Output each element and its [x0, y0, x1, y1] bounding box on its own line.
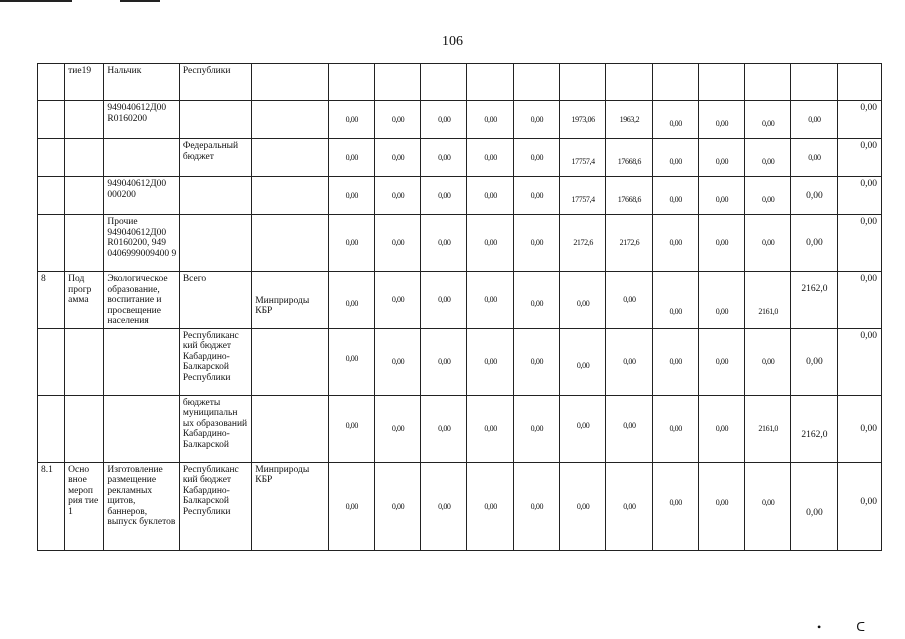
row-source-cell [179, 215, 251, 272]
row-type-cell [65, 139, 104, 177]
value-cell: 0,00 [513, 177, 559, 215]
value-cell: 17668,6 [606, 139, 652, 177]
table-row [38, 395, 882, 462]
value-cell: 2162,0 [791, 272, 837, 329]
value-cell: 0,00 [467, 272, 513, 329]
row-source-cell: Республики [179, 64, 251, 101]
value-cell: 0,00 [606, 395, 652, 462]
value-cell: 0,00 [467, 395, 513, 462]
value-cell-last: 0,00 [837, 395, 881, 462]
row-name-cell [104, 328, 179, 395]
row-number-cell [38, 177, 65, 215]
value-cell [745, 64, 791, 101]
value-cell: 17668,6 [606, 177, 652, 215]
table-row [38, 64, 882, 101]
value-cell: 0,00 [791, 215, 837, 272]
value-cell: 0,00 [791, 101, 837, 139]
page-number: 106 [442, 34, 463, 49]
value-cell [698, 64, 744, 101]
value-cell: 0,00 [374, 272, 420, 329]
table-row [38, 328, 882, 395]
value-cell: 0,00 [421, 272, 467, 329]
value-cell: 0,00 [374, 462, 420, 550]
row-type-cell: тие19 [65, 64, 104, 101]
row-source-cell: Республиканс кий бюджет Кабардино-Балкарской Республики [179, 328, 251, 395]
value-cell: 0,00 [560, 462, 606, 550]
value-cell: 17757,4 [560, 139, 606, 177]
row-number-cell [38, 101, 65, 139]
row-name-cell: 949040612Д00 R0160200 [104, 101, 179, 139]
value-cell: 0,00 [652, 101, 698, 139]
row-number-cell [38, 215, 65, 272]
value-cell: 0,00 [513, 462, 559, 550]
row-source-cell: Республиканс кий бюджет Кабардино-Балкарской Республики [179, 462, 251, 550]
value-cell: 0,00 [791, 462, 837, 550]
value-cell: 0,00 [513, 272, 559, 329]
value-cell [652, 64, 698, 101]
value-cell: 0,00 [421, 395, 467, 462]
value-cell: 0,00 [328, 272, 374, 329]
value-cell-last: 0,00 [837, 101, 881, 139]
value-cell: 0,00 [513, 139, 559, 177]
corner-mark: • ᑕ [817, 620, 881, 634]
value-cell: 0,00 [328, 462, 374, 550]
value-cell: 0,00 [698, 177, 744, 215]
value-cell: 0,00 [328, 395, 374, 462]
value-cell: 0,00 [698, 215, 744, 272]
value-cell: 0,00 [421, 215, 467, 272]
value-cell: 0,00 [374, 177, 420, 215]
value-cell: 0,00 [652, 328, 698, 395]
value-cell: 0,00 [652, 177, 698, 215]
value-cell [328, 64, 374, 101]
table-row [38, 272, 882, 329]
row-type-cell [65, 177, 104, 215]
value-cell: 0,00 [652, 215, 698, 272]
value-cell: 0,00 [421, 101, 467, 139]
value-cell [467, 64, 513, 101]
value-cell [421, 64, 467, 101]
value-cell: 1973,06 [560, 101, 606, 139]
value-cell [606, 64, 652, 101]
value-cell: 0,00 [560, 395, 606, 462]
row-number-cell [38, 328, 65, 395]
row-type-cell: Осно вное мероп рия тие 1 [65, 462, 104, 550]
value-cell: 0,00 [513, 395, 559, 462]
value-cell [374, 64, 420, 101]
value-cell: 0,00 [652, 272, 698, 329]
value-cell: 0,00 [745, 139, 791, 177]
row-name-cell [104, 139, 179, 177]
row-type-cell [65, 101, 104, 139]
row-type-cell [65, 215, 104, 272]
budget-table [37, 63, 882, 551]
value-cell: 2161,0 [745, 395, 791, 462]
value-cell: 0,00 [791, 177, 837, 215]
value-cell: 0,00 [421, 462, 467, 550]
value-cell: 0,00 [698, 139, 744, 177]
value-cell: 1963,2 [606, 101, 652, 139]
value-cell: 0,00 [421, 328, 467, 395]
row-number-cell: 8.1 [38, 462, 65, 550]
row-name-cell: Прочие 949040612Д00 R0160200, 949 0406999009400 9 [104, 215, 179, 272]
row-number-cell [38, 395, 65, 462]
value-cell: 2172,6 [606, 215, 652, 272]
value-cell: 2172,6 [560, 215, 606, 272]
value-cell: 0,00 [421, 139, 467, 177]
value-cell-last: 0,00 [837, 215, 881, 272]
value-cell: 0,00 [698, 462, 744, 550]
value-cell: 0,00 [698, 101, 744, 139]
value-cell: 0,00 [513, 215, 559, 272]
row-source-cell: Всего [179, 272, 251, 329]
value-cell: 0,00 [513, 328, 559, 395]
value-cell: 0,00 [652, 139, 698, 177]
value-cell: 0,00 [467, 139, 513, 177]
row-executor-cell [252, 215, 328, 272]
value-cell: 0,00 [374, 328, 420, 395]
value-cell: 0,00 [745, 328, 791, 395]
row-executor-cell: Минприроды КБР [252, 272, 328, 329]
value-cell-last: 0,00 [837, 328, 881, 395]
value-cell: 0,00 [698, 272, 744, 329]
row-executor-cell [252, 395, 328, 462]
row-name-cell: Изготовление размещение рекламных щитов, баннеров, выпуск буклетов [104, 462, 179, 550]
value-cell: 0,00 [328, 328, 374, 395]
value-cell: 0,00 [606, 272, 652, 329]
value-cell: 2161,0 [745, 272, 791, 329]
value-cell [513, 64, 559, 101]
value-cell: 0,00 [467, 177, 513, 215]
row-source-cell [179, 177, 251, 215]
value-cell: 0,00 [560, 328, 606, 395]
row-executor-cell [252, 177, 328, 215]
row-source-cell: бюджеты муниципальн ых образований Кабардино-Балкарской [179, 395, 251, 462]
value-cell: 0,00 [652, 395, 698, 462]
row-number-cell [38, 139, 65, 177]
row-executor-cell [252, 139, 328, 177]
value-cell: 0,00 [791, 328, 837, 395]
value-cell: 0,00 [374, 101, 420, 139]
value-cell: 0,00 [745, 177, 791, 215]
value-cell: 0,00 [560, 272, 606, 329]
row-executor-cell: Минприроды КБР [252, 462, 328, 550]
value-cell: 0,00 [467, 215, 513, 272]
table-row [38, 215, 882, 272]
table-row [38, 139, 882, 177]
row-name-cell: Нальчик [104, 64, 179, 101]
value-cell: 0,00 [513, 101, 559, 139]
value-cell: 17757,4 [560, 177, 606, 215]
table-row [38, 177, 882, 215]
table-row [38, 462, 882, 550]
value-cell: 0,00 [467, 101, 513, 139]
row-source-cell [179, 101, 251, 139]
value-cell [791, 64, 837, 101]
value-cell: 0,00 [328, 177, 374, 215]
value-cell: 0,00 [745, 215, 791, 272]
row-executor-cell [252, 64, 328, 101]
table-row [38, 101, 882, 139]
row-type-cell: Под прогр амма [65, 272, 104, 329]
row-number-cell [38, 64, 65, 101]
top-rule-left [0, 0, 72, 2]
row-type-cell [65, 395, 104, 462]
value-cell: 0,00 [328, 215, 374, 272]
value-cell: 0,00 [745, 462, 791, 550]
value-cell: 0,00 [698, 328, 744, 395]
value-cell: 0,00 [374, 215, 420, 272]
value-cell-last: 0,00 [837, 272, 881, 329]
value-cell-last: 0,00 [837, 177, 881, 215]
value-cell: 0,00 [374, 139, 420, 177]
row-name-cell [104, 395, 179, 462]
value-cell: 0,00 [745, 101, 791, 139]
value-cell: 0,00 [652, 462, 698, 550]
row-executor-cell [252, 101, 328, 139]
value-cell: 0,00 [328, 139, 374, 177]
row-number-cell: 8 [38, 272, 65, 329]
value-cell: 0,00 [698, 395, 744, 462]
value-cell: 0,00 [606, 462, 652, 550]
value-cell: 0,00 [421, 177, 467, 215]
value-cell [837, 64, 881, 101]
value-cell: 0,00 [606, 328, 652, 395]
value-cell: 0,00 [374, 395, 420, 462]
value-cell-last: 0,00 [837, 462, 881, 550]
value-cell: 0,00 [791, 139, 837, 177]
value-cell: 0,00 [328, 101, 374, 139]
row-name-cell: 949040612Д00 000200 [104, 177, 179, 215]
value-cell: 0,00 [467, 462, 513, 550]
row-name-cell: Экологическое образование, воспитание и просвещение населения [104, 272, 179, 329]
value-cell: 2162,0 [791, 395, 837, 462]
value-cell: 0,00 [467, 328, 513, 395]
value-cell-last: 0,00 [837, 139, 881, 177]
top-rule-right [120, 0, 160, 2]
row-source-cell: Федеральный бюджет [179, 139, 251, 177]
row-executor-cell [252, 328, 328, 395]
row-type-cell [65, 328, 104, 395]
value-cell [560, 64, 606, 101]
